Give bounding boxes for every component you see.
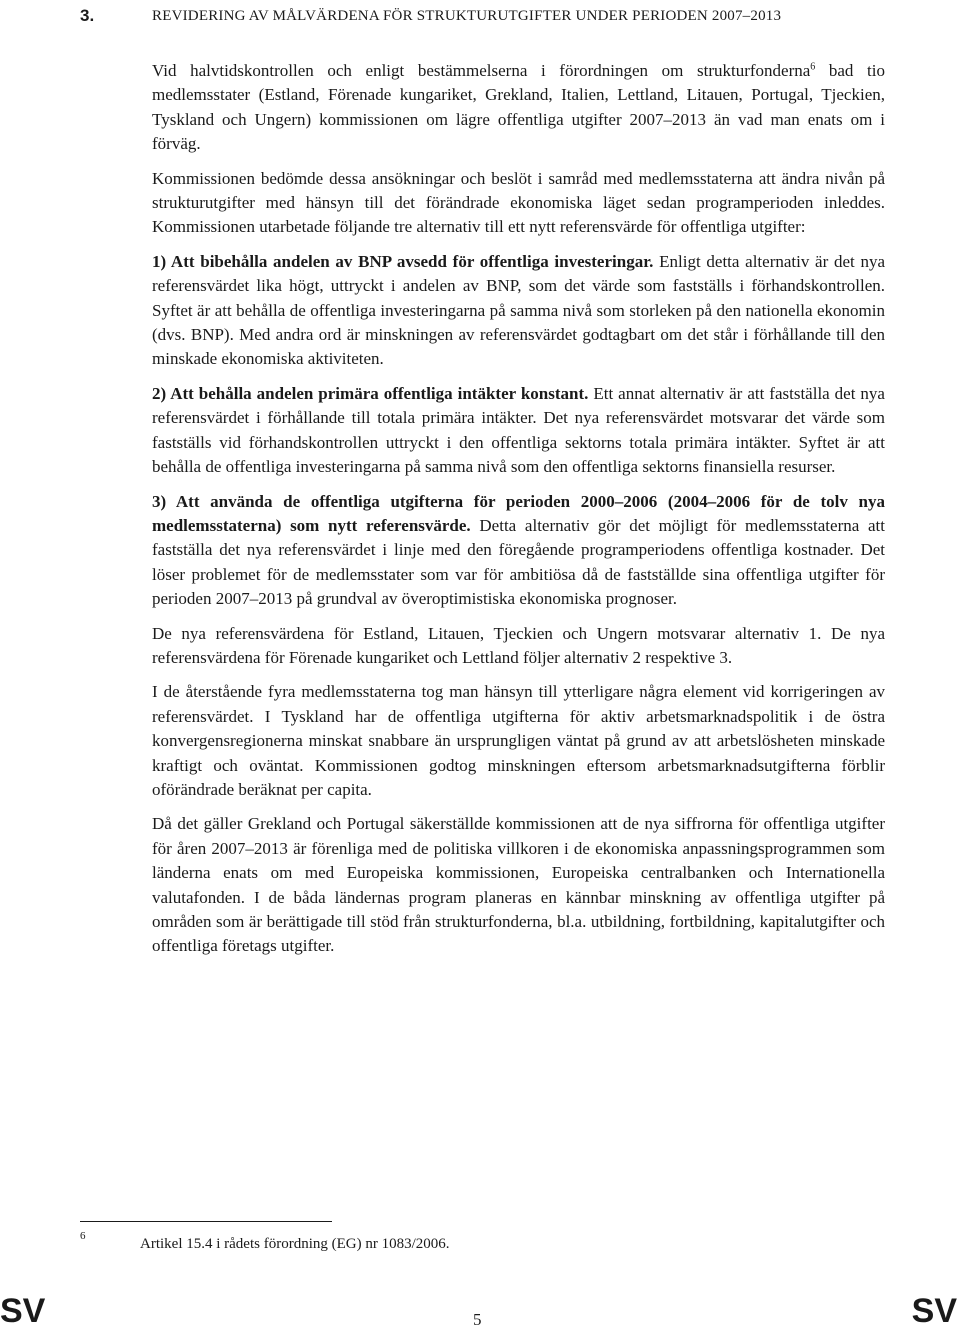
paragraph-intro: Vid halvtidskontrollen och enligt bestämmelserna i förordningen om strukturfonderna$^6$ bad tio medlemsstater (Estland, Förenade kungariket, Grekland, Italien, Lettland, Litauen, Portugal, Tjeckien, Tyskland och Ungern) kommissionen om lägre offentliga utgifter 2007–2013 än vad man enats om i förväg. — [152, 61, 885, 154]
section-number: 3. — [80, 6, 95, 25]
paragraph-remaining-states: I de återstående fyra medlemsstaterna tog man hänsyn till ytterligare några element vid korrigeringen av referensvärdet. I Tyskland har de offentliga utgifterna för aktiv arbetsmarknadspolitik i de östra konvergensregionerna minskat snabbare än ursprungligen väntat på grund av att arbetslösheten minskade kraftigt och oväntat. Kommissionen godtog minskningen eftersom arbetsmarknadsutgifterna förblir oförändrade beräknat per capita. — [152, 682, 885, 799]
page-number: 5 — [473, 1310, 482, 1329]
footnote-divider — [80, 1221, 332, 1222]
alternative-1-heading: 1) Att bibehålla andelen av BNP avsedd för offentliga investeringar. — [152, 251, 654, 271]
language-code-right: SV — [911, 1292, 957, 1330]
alternative-3-heading: 3) Att använda de offentliga utgifterna för perioden 2000–2006 (2004–2006 för de tolv nya medlemsstaterna) som nytt referensvärde. — [152, 491, 885, 535]
footnote-text: Artikel 15.4 i rådets förordning (EG) nr 1083/2006. — [140, 1236, 450, 1252]
paragraph-greece-portugal: Då det gäller Grekland och Portugal säkerställde kommissionen att de nya siffrorna för offentliga utgifter för åren 2007–2013 är förenliga med de politiska villkoren i de ekonomiska anpassningsprogrammen som länderna enats om med Europeiska kommissionen, Europeiska centralbanken och Internationella valutafonden. I de båda ländernas program planeras en kännbar minskning av offentliga utgifter på områden som är berättigade till stöd från strukturfonderna, bl.a. utbildning, fortbildning, kapitalutgifter och offentliga företags utgifter. — [152, 814, 885, 956]
footnote-number: 6 — [80, 1230, 86, 1242]
paragraph-assessment: Kommissionen bedömde dessa ansökningar och beslöt i samråd med medlemsstaterna att ändra nivån på strukturutgifter med hänsyn till det förändrade ekonomiska läget sedan programperioden inleddes. Kommissionen utarbetade följande tre alternativ till ett nytt referensvärde för offentliga utgifter: — [152, 168, 885, 237]
footnote-ref[interactable]: 6 — [810, 61, 816, 73]
section-body — [152, 59, 885, 959]
section-title: REVIDERING AV MÅLVÄRDENA FÖR STRUKTURUTGIFTER UNDER PERIODEN 2007–2013 — [152, 8, 782, 24]
language-code-left: SV — [0, 1292, 46, 1330]
paragraph-reference-values: De nya referensvärdena för Estland, Litauen, Tjeckien och Ungern motsvarar alternativ 1. De nya referensvärdena för Förenade kungariket och Lettland följer alternativ 2 respektive 3. — [152, 623, 885, 667]
alternative-2: 2) Att behålla andelen primära offentliga intäkter konstant. Ett annat alternativ är att fastställa det nya referensvärdet i förhållande till totala primära intäkter. Det nya referensvärdet motsvarar det värde som fastställs vid förhandskontrollen uttryckt i den offentliga sektorns totala primära intäkter. Syftet är att behålla de offentliga investeringarna på samma nivå som den offentliga sektorns finansiella resurser. — [152, 383, 885, 477]
alternative-2-heading: 2) Att behålla andelen primära offentliga intäkter konstant. — [152, 383, 589, 403]
alternative-3: 3) Att använda de offentliga utgifterna för perioden 2000–2006 (2004–2006 för de tolv nya medlemsstaterna) som nytt referensvärde. Detta alternativ gör det möjligt för medlemsstaterna att fastställa det nya referensvärdet i linje med den föregående programperiodens offentliga kostnader. Det löser problemet för de medlemsstater som var för ambitiösa då de fastställde sina offentliga utgifter för perioden 2007–2013 på grundval av överoptimistiska ekonomiska prognoser. — [152, 491, 885, 609]
alternative-1: 1) Att bibehålla andelen av BNP avsedd för offentliga investeringar. Enligt detta alternativ är det nya referensvärdet lika högt, uttryckt i andelen av BNP, som det värde som fastställs i förhandskontrollen. Syftet är att behålla de offentliga investeringarna på samma nivå som storleken på den nationella ekonomin (dvs. BNP). Med andra ord är minskningen av referensvärdet godtagbart om det står i förhållande till den minskade ekonomiska aktiviteten. — [152, 251, 885, 369]
